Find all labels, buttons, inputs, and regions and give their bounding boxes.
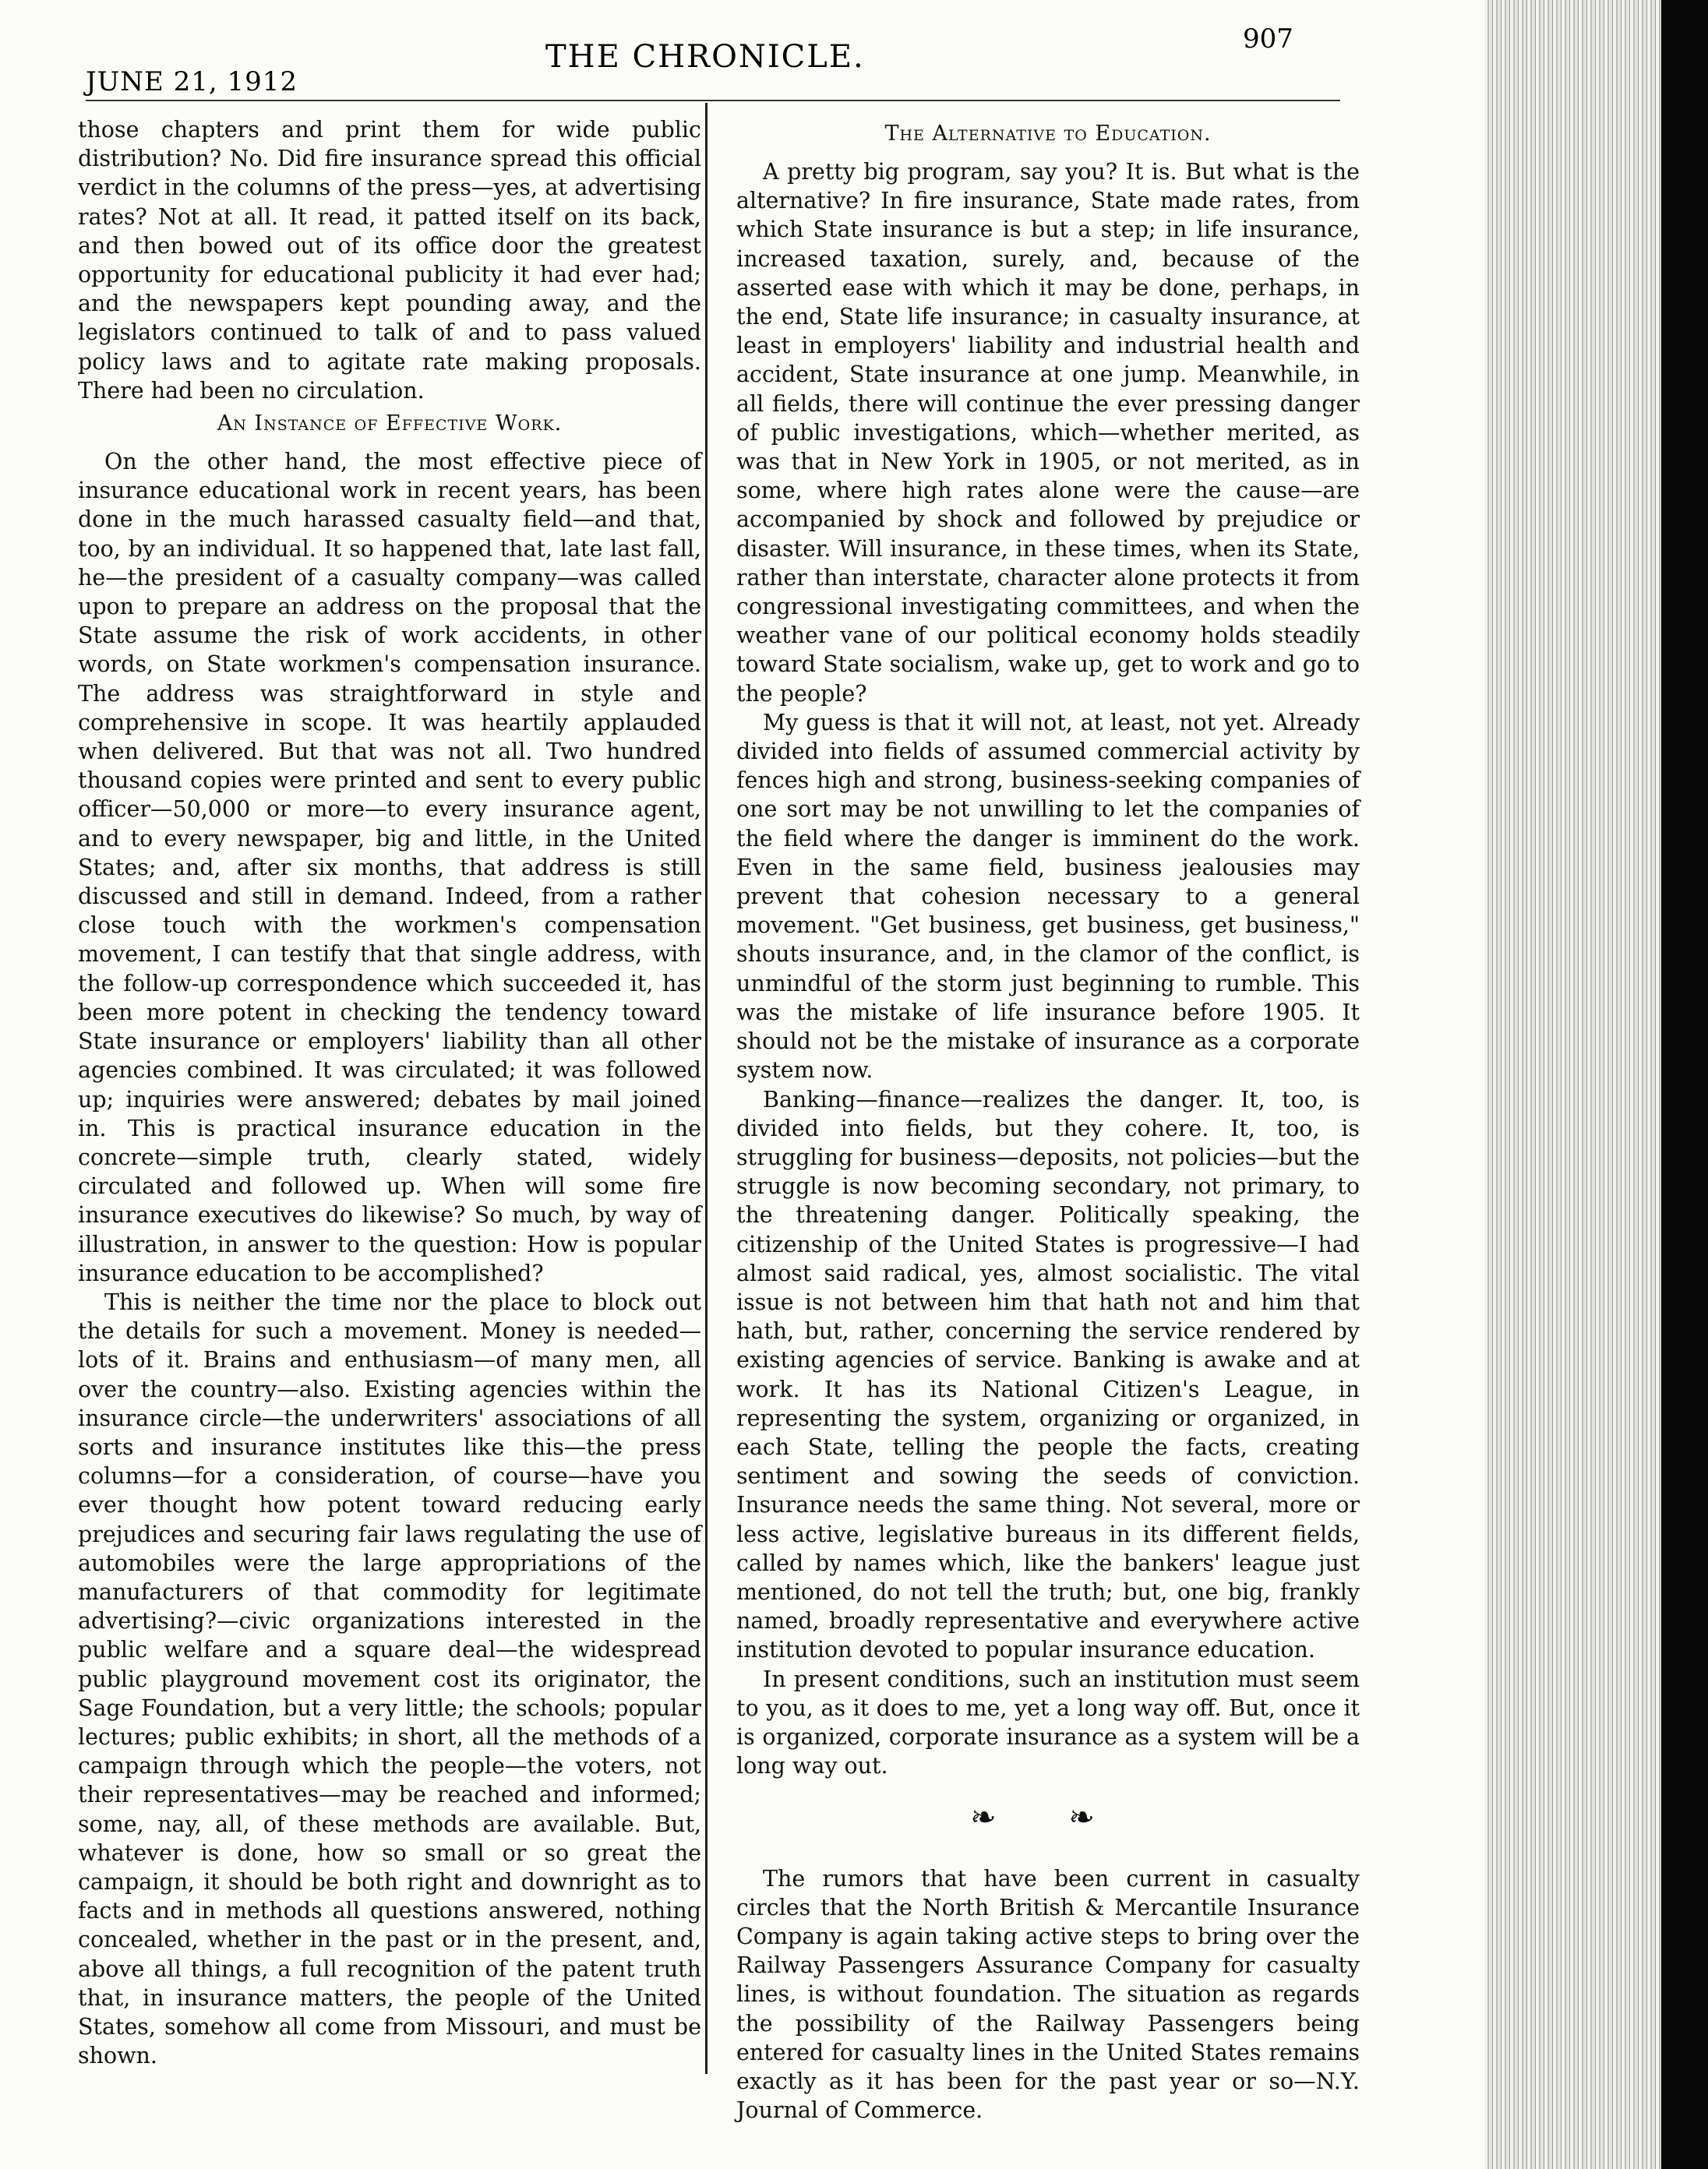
running-head: [86, 23, 1340, 97]
right-paragraph-4: In present conditions, such an institution must seem to you, as it does to me, yet a long way off. But, once it is organized, corporate insurance as a system will be a long way out.: [736, 1666, 1360, 1779]
right-paragraph-3: Banking—finance—realizes the danger. It, too, is divided into fields, but they cohere. It, too, is struggling for business—deposits, not policies—but the struggle is now becoming secondary, not primary, to the threatening danger. Politically speaking, the citizenship of the United States is progressive—I had almost said radical, yes, almost socialistic. The vital issue is not between him that hath not and him that hath, but, rather, concerning the service rendered by existing agencies of service. Banking is awake and at work. It has its National Citizen's League, in representing the system, organizing or organized, in each State, telling the people the facts, creating sentiment and sowing the seeds of conviction. Insurance needs the same thing. Not several, more or less active, legislative bureaus in its different fields, called by names which, like the bankers' league just mentioned, do not tell the truth; but, one big, frankly named, broadly representative and everywhere active institution devoted to popular insurance education.: [736, 1086, 1360, 1663]
right-paragraph-1: A pretty big program, say you? It is. But what is the alternative? In fire insurance, State made rates, from which State insurance is but a step; in life insurance, increased taxation, surely, and, because of the asserted ease with which it may be done, perhaps, in the end, State life insurance; in casualty insurance, at least in employers' liability and industrial health and accident, State insurance at one jump. Meanwhile, in all fields, there will continue the ever pressing danger of public investigations, which—whether merited, as was that in New York in 1905, or not merited, as in some, where high rates alone were the cause—are accompanied by shock and followed by prejudice or disaster. Will insurance, in these times, when its State, rather than interstate, character alone protects it from congressional investigating committees, and when the weather vane of our political economy holds steadily toward State socialism, wake up, get to work and go to the people?: [736, 159, 1360, 707]
right-paragraph-2: My guess is that it will not, at least, not yet. Already divided into fields of assumed commercial activity by fences high and strong, business-seeking companies of one sort may be not unwilling to let the companies of the field where the danger is imminent do the work. Even in the same field, business jealousies may prevent that cohesion necessary to a general movement. "Get business, get business, get business," shouts insurance, and, in the clamor of the conflict, is unmindful of the storm just beginning to rumble. This was the mistake of life insurance before 1905. It should not be the mistake of insurance as a corporate system now.: [736, 709, 1360, 1084]
page-number: 907: [1243, 23, 1293, 55]
left-column: [78, 115, 701, 2070]
issue-date: JUNE 21, 1912: [86, 66, 298, 97]
left-paragraph-1: those chapters and print them for wide public distribution? No. Did fire insurance spread this official verdict in the columns of the press—yes, at advertising rates? Not at all. It read, it patted itself on its back, and then bowed out of its office door the greatest opportunity for educational publicity it had ever had; and the newspapers kept pounding away, and the legislators continued to talk of and to pass valued policy laws and to agitate rate making proposals. There had been no circulation.: [78, 117, 701, 404]
header-rule: [86, 100, 1340, 101]
ornament-divider: ❧ ❧: [970, 1800, 1126, 1836]
left-paragraph-2: On the other hand, the most effective piece of insurance educational work in recent years, has been done in the much harassed casualty field—and that, too, by an individual. It so happened that, late last fall, he—the president of a casualty company—was called upon to prepare an address on the proposal that the State assume the risk of work accidents, in other words, on State workmen's compensation insurance. The address was straightforward in style and comprehensive in scope. It was heartily applauded when delivered. But that was not all. Two hundred thousand copies were printed and sent to every public officer—50,000 or more—to every insurance agent, and to every newspaper, big and little, in the United States; and, after six months, that address is still discussed and still in demand. Indeed, from a rather close touch with the workmen's compensation movement, I can testify that that single address, with the follow-up correspondence which succeeded it, has been more potent in checking the tendency toward State insurance or employers' liability than all other agencies combined. It was circulated; it was followed up; inquiries were answered; debates by mail joined in. This is practical insurance education in the concrete—simple truth, clearly stated, widely circulated and followed up. When will some fire insurance executives do likewise? So much, by way of illustration, in answer to the question: How is popular insurance education to be accomplished?: [78, 449, 701, 1286]
left-section-heading: An Instance of Effective Work.: [217, 411, 563, 436]
page-edges: [1484, 0, 1708, 2169]
left-paragraph-3: This is neither the time nor the place to block out the details for such a movement. Money is needed—lots of it. Brains and enthusiasm—of many men, all over the country—also. Existing agencies within the insurance circle—the underwriters' associations of all sorts and insurance institutes like this—the press columns—for a consideration, of course—have you ever thought how potent toward reducing early prejudices and securing fair laws regulating the use of automobiles were the large appropriations of the manufacturers of that commodity for legitimate advertising?—civic organizations interested in the public welfare and a square deal—the widespread public playground movement cost its originator, the Sage Foundation, but a very little; the schools; popular lectures; public exhibits; in short, all the methods of a campaign through which the people—the voters, not their representatives—may be reached and informed; some, nay, all, of these methods are available. But, whatever is done, how so small or so great the campaign, it should be both right and downright as to facts and in methods all questions answered, nothing concealed, whether in the past or in the present, and, above all things, a full recognition of the patent truth that, in insurance matters, the people of the United States, somehow all come from Missouri, and must be shown.: [78, 1289, 701, 2069]
publication-title: THE CHRONICLE.: [545, 39, 865, 75]
column-divider: [705, 103, 708, 2074]
right-paragraph-5: The rumors that have been current in casualty circles that the North British & Mercantile Insurance Company is again taking active steps to bring over the Railway Passengers Assurance Company for casualty lines, is without foundation. The situation as regards the possibility of the Railway Passengers being entered for casualty lines in the United States remains exactly as it has been for the past year or so—N.Y. Journal of Commerce.: [736, 1865, 1360, 2124]
right-column: [736, 115, 1360, 2125]
right-section-heading: The Alternative to Education.: [884, 122, 1212, 146]
